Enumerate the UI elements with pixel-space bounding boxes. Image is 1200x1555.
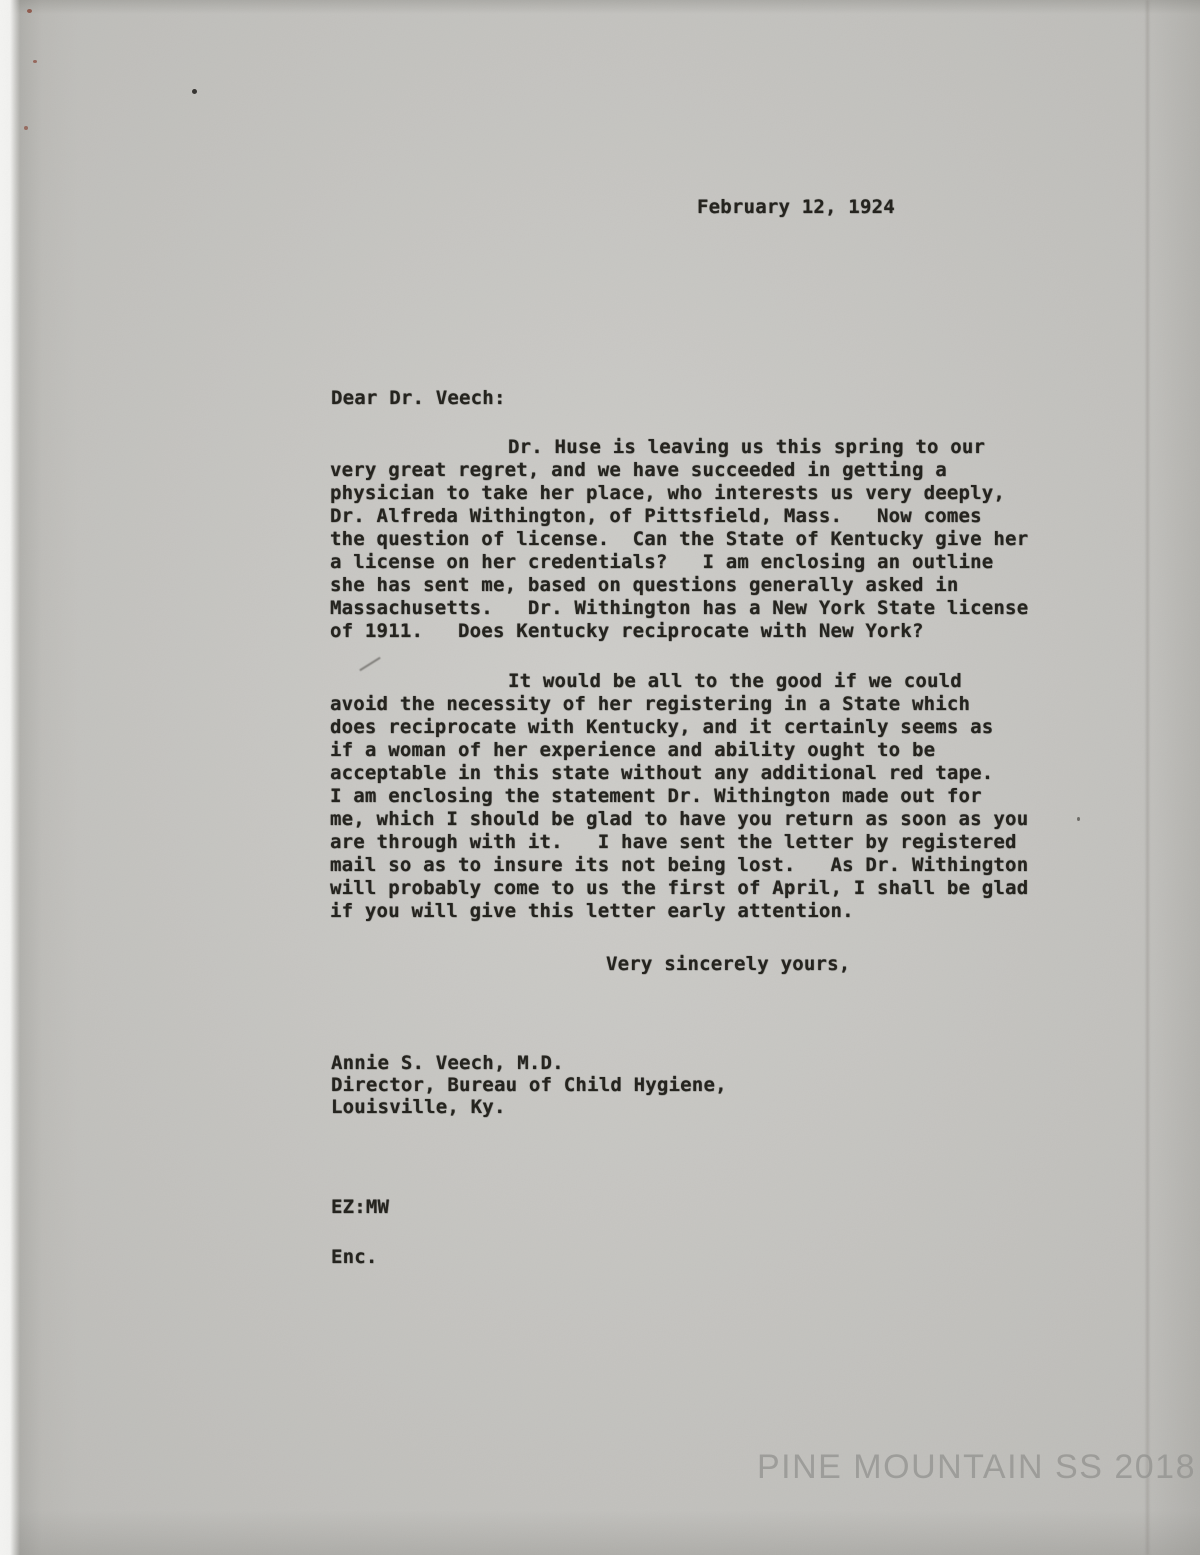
- text-line: Dr. Alfreda Withington, of Pittsfield, Mass. Now comes: [330, 505, 982, 527]
- text-line: acceptable in this state without any additional red tape.: [330, 762, 994, 784]
- text-line: are through with it. I have sent the letter by registered: [330, 831, 1017, 853]
- text-line: physician to take her place, who interests us very deeply,: [330, 482, 1006, 504]
- text-line: the question of license. Can the State of Kentucky give her: [330, 528, 1029, 550]
- typist-initials: EZ:MW: [331, 1196, 390, 1218]
- ink-speck: [192, 89, 197, 94]
- text-line: Dr. Huse is leaving us this spring to our: [508, 436, 986, 458]
- letter-date: February 12, 1924: [697, 196, 895, 218]
- signature-line: Louisville, Ky.: [331, 1096, 506, 1118]
- text-line: avoid the necessity of her registering in a State which: [330, 693, 971, 715]
- text-line: of 1911. Does Kentucky reciprocate with New York?: [330, 620, 924, 642]
- paper-speck: [27, 9, 32, 13]
- ink-speck: [1077, 817, 1080, 821]
- closing-line: Very sincerely yours,: [606, 953, 851, 975]
- text-line: she has sent me, based on questions generally asked in: [330, 574, 959, 596]
- text-line: Massachusetts. Dr. Withington has a New York State license: [330, 597, 1029, 619]
- archive-watermark: PINE MOUNTAIN SS 2018: [757, 1448, 1196, 1486]
- enclosure-note: Enc.: [331, 1246, 378, 1268]
- text-line: if you will give this letter early attention.: [330, 900, 854, 922]
- paper-crease: [1146, 0, 1149, 1555]
- salutation: Dear Dr. Veech:: [331, 387, 506, 409]
- text-line: me, which I should be glad to have you return as soon as you: [330, 808, 1029, 830]
- text-line: mail so as to insure its not being lost. As Dr. Withington: [330, 854, 1029, 876]
- text-line: a license on her credentials? I am enclosing an outline: [330, 551, 994, 573]
- text-line: very great regret, and we have succeeded in getting a: [330, 459, 947, 481]
- letter-paragraph-1: [330, 436, 1028, 643]
- text-line: It would be all to the good if we could: [508, 670, 962, 692]
- text-line: will probably come to us the first of April, I shall be glad: [330, 877, 1029, 899]
- paper-speck: [33, 60, 37, 63]
- letter-paragraph-2: [330, 670, 1028, 923]
- text-line: if a woman of her experience and ability ought to be: [330, 739, 936, 761]
- paper-speck: [24, 126, 28, 130]
- text-line: does reciprocate with Kentucky, and it certainly seems as: [330, 716, 994, 738]
- signature-block: [331, 1052, 727, 1118]
- signature-line: Annie S. Veech, M.D.: [331, 1052, 564, 1074]
- text-line: I am enclosing the statement Dr. Withington made out for: [330, 785, 982, 807]
- signature-line: Director, Bureau of Child Hygiene,: [331, 1074, 727, 1096]
